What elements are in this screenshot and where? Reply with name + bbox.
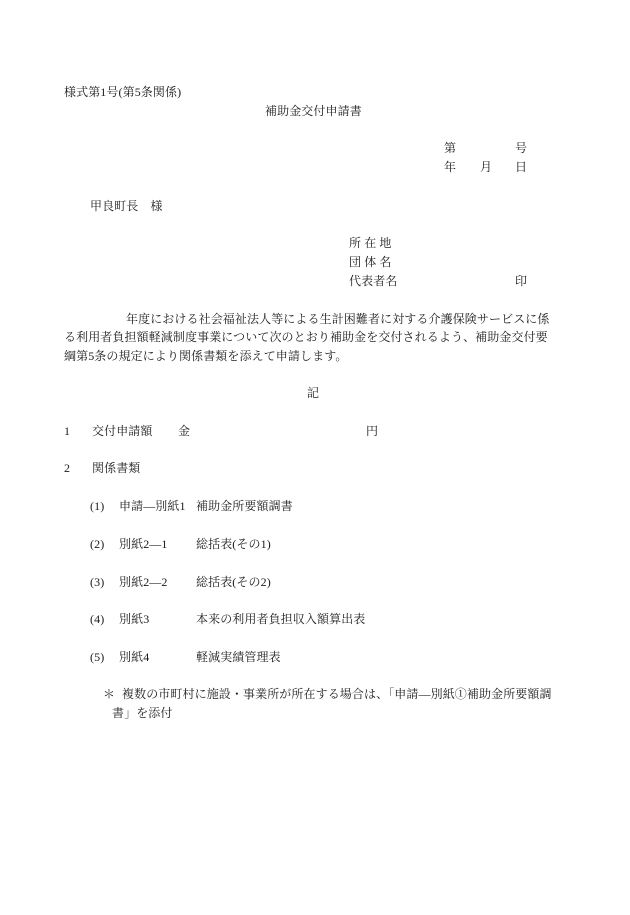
note-line-2: 書」を添付 — [112, 706, 173, 720]
date-year: 年 — [444, 160, 457, 174]
item2-label: 関係書類 — [92, 461, 141, 475]
item1-label: 交付申請額 — [92, 424, 153, 438]
item2-number: 2 — [64, 461, 71, 475]
form-number: 様式第1号(第5条関係) — [64, 85, 182, 99]
ki-heading: 記 — [307, 386, 320, 400]
item1-number: 1 — [64, 424, 71, 438]
note-mark: ＊ — [103, 687, 116, 701]
doc-item-name: 補助金所要額調書 — [196, 499, 293, 513]
applicant-address-label: 所 在 地 — [349, 236, 392, 250]
doc-item-code: 申請—別紙1 — [119, 499, 186, 513]
doc-item-number: (1) — [90, 499, 105, 513]
seal-mark: 印 — [515, 274, 528, 288]
doc-item-code: 別紙2—1 — [119, 537, 168, 551]
doc-item-name: 総括表(その1) — [196, 537, 271, 551]
body-line-3: 綱第5条の規定により関係書類を添えて申請します。 — [64, 349, 348, 363]
doc-item-name: 軽減実績管理表 — [196, 650, 281, 664]
addressee: 甲良町長 様 — [90, 199, 163, 213]
doc-item-name: 総括表(その2) — [196, 575, 271, 589]
doc-item-code: 別紙3 — [119, 612, 150, 626]
applicant-org-label: 団 体 名 — [349, 255, 392, 269]
item1-kin: 金 — [178, 424, 191, 438]
document-title: 補助金交付申請書 — [265, 104, 362, 118]
note-line-1: 複数の市町村に施設・事業所が所在する場合は、「申請—別紙①補助金所要額調 — [122, 687, 552, 701]
doc-item-number: (5) — [90, 650, 105, 664]
doc-item-code: 別紙4 — [119, 650, 150, 664]
doc-number-go: 号 — [515, 141, 528, 155]
date-month: 月 — [480, 160, 493, 174]
body-line-2: る利用者負担額軽減制度事業について次のとおり補助金を交付されるよう、補助金交付要 — [64, 330, 548, 344]
applicant-rep-label: 代表者名 — [349, 274, 398, 288]
date-day: 日 — [515, 160, 528, 174]
doc-item-number: (4) — [90, 612, 105, 626]
doc-item-number: (3) — [90, 575, 105, 589]
item1-yen: 円 — [366, 424, 379, 438]
doc-number-dai: 第 — [444, 141, 457, 155]
doc-item-number: (2) — [90, 537, 105, 551]
doc-item-code: 別紙2—2 — [119, 575, 168, 589]
doc-item-name: 本来の利用者負担収入額算出表 — [196, 612, 366, 626]
body-line-1: 年度における社会福祉法人等による生計困難者に対する介護保険サービスに係 — [126, 312, 550, 326]
